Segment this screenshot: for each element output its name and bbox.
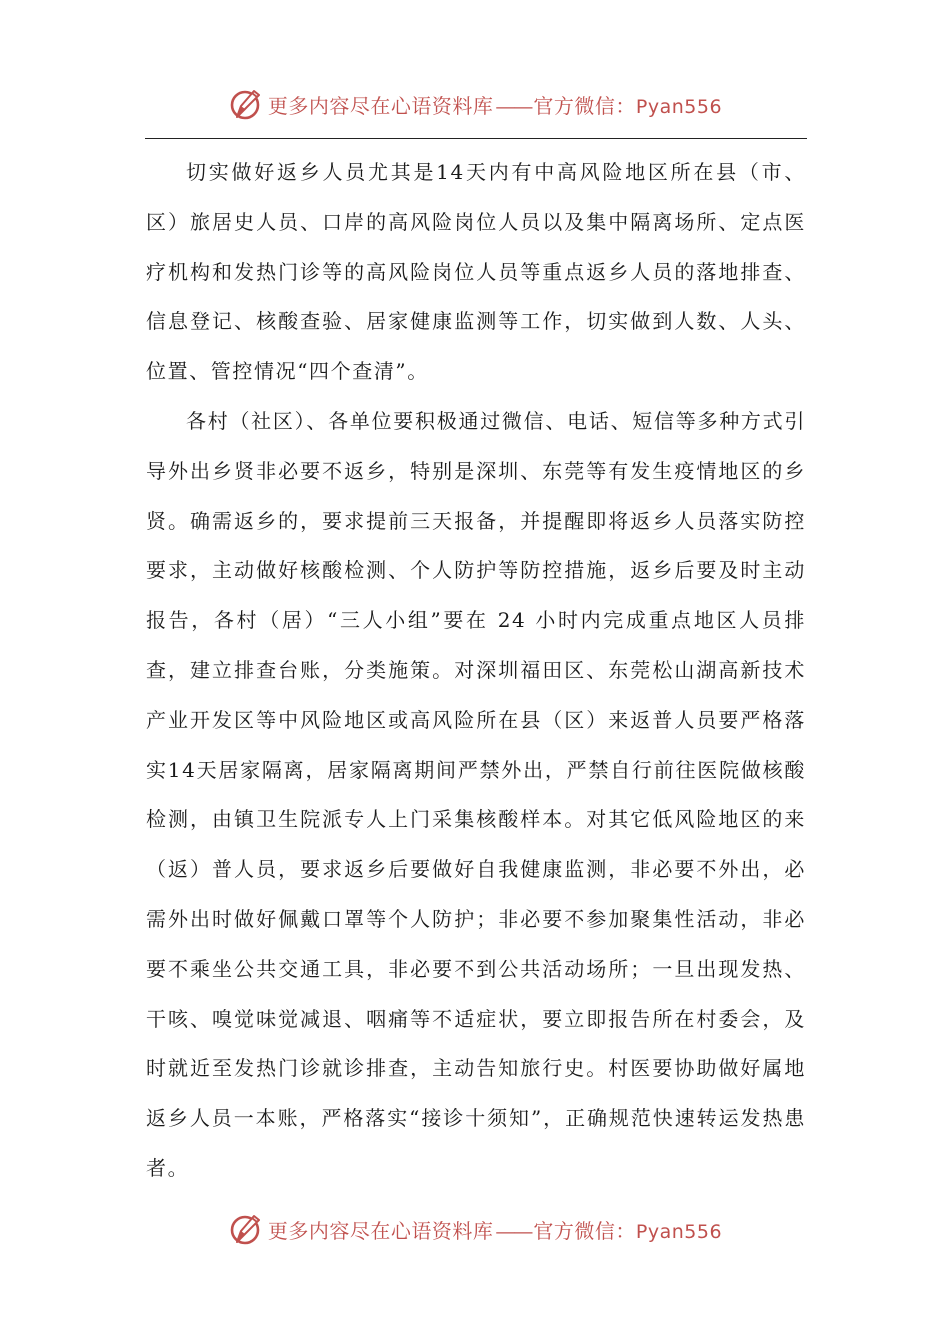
footer-brand: 更多内容尽在心语资料库 [267, 1218, 494, 1243]
footer-official-label: 官方微信： [533, 1218, 636, 1243]
header-divider [145, 138, 807, 139]
footer-banner-text [268, 1215, 722, 1244]
header-brand: 更多内容尽在心语资料库 [267, 93, 494, 118]
pen-logo-icon [228, 86, 264, 122]
header-banner-text [268, 90, 722, 119]
footer-watermark-banner [0, 1207, 950, 1251]
footer-account: Pyan556 [635, 1220, 723, 1243]
header-watermark-banner [0, 82, 950, 126]
header-dash: —— [495, 93, 532, 118]
footer-dash: —— [495, 1218, 532, 1243]
header-account: Pyan556 [635, 95, 723, 118]
header-official-label: 官方微信： [533, 93, 636, 118]
paragraph-1: 切实做好返乡人员尤其是14天内有中高风险地区所在县（市、区）旅居史人员、口岸的高风险岗位人员以及集中隔离场所、定点医疗机构和发热门诊等的高风险岗位人员等重点返乡人员的落地排查、信息登记、核酸查验、居家健康监测等工作，切实做到人数、人头、位置、管控情况“四个查清”。 [146, 160, 806, 384]
document-body [146, 148, 806, 1194]
pen-logo-icon [228, 1211, 264, 1247]
paragraph-2: 各村（社区）、各单位要积极通过微信、电话、短信等多种方式引导外出乡贤非必要不返乡，特别是深圳、东莞等有发生疫情地区的乡贤。确需返乡的，要求提前三天报备，并提醒即将返乡人员落实防控要求，主动做好核酸检测、个人防护等防控措施，返乡后要及时主动报告，各村（居）“三人小组”要在 24 小时内完成重点地区人员排查，建立排查台账，分类施策。对深圳福田区、东莞松山湖高新技术产业开发区等中风险地区或高风险所在县（区）来返普人员要严格落实14天居家隔离，居家隔离期间严禁外出，严禁自行前往医院做核酸检测，由镇卫生院派专人上门采集核酸样本。对其它低风险地区的来（返）普人员，要求返乡后要做好自我健康监测，非必要不外出，必需外出时做好佩戴口罩等个人防护；非必要不参加聚集性活动，非必要不乘坐公共交通工具，非必要不到公共活动场所；一旦出现发热、干咳、嗅觉味觉减退、咽痛等不适症状，要立即报告所在村委会，及时就近至发热门诊就诊排查，主动告知旅行史。村医要协助做好属地返乡人员一本账，严格落实“接诊十须知”，正确规范快速转运发热患者。 [146, 408, 806, 1180]
